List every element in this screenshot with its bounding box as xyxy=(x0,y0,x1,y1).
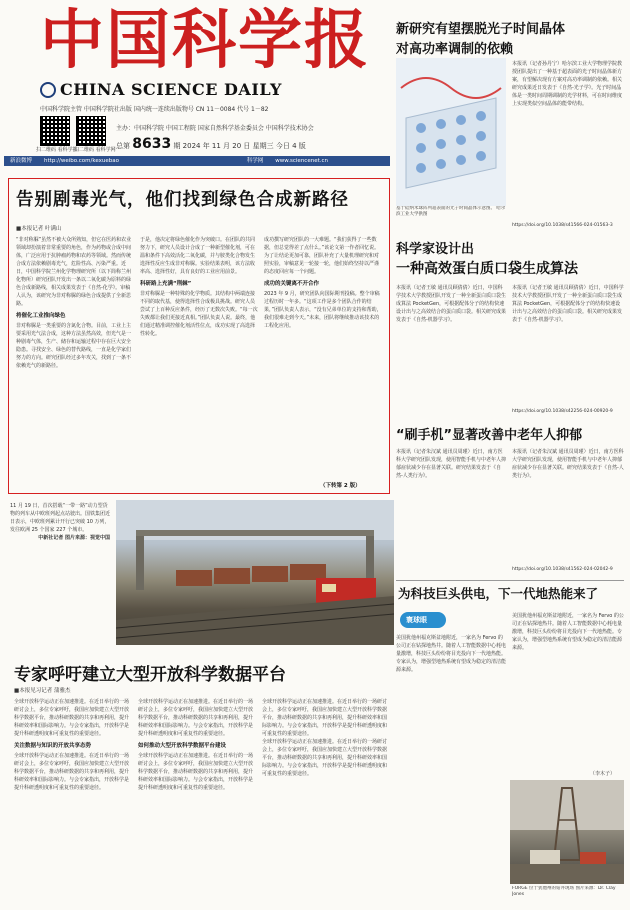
data-platform-byline: ■本报见习记者 蒲雅杰 xyxy=(14,688,71,694)
right-top-caption: 基于硅纳米球阵列超表面的光子时间晶体示意图。 哈尔滨工业大学供图 xyxy=(396,206,506,217)
lead-headline: 告别剧毒光气，他们找到绿色合成新路径 xyxy=(16,190,349,210)
lead-col3-b: 2023 年 9 月，研究团队向国际期刊投稿。整个审稿过程历时一年多。“这项工作是多个团队合作的结果，”团队负责人表示，“没有兄弟单位的支持和帮助，我们很难走到今天。”未来，团队将继续推动该技术的工程化应用。 xyxy=(264,291,382,329)
data-platform-col3: 全球开放科学运动正在加速推进。在近日举行的一场研讨会上，多位专家呼吁，我国应加快建立大型开放科学数据平台，推动科研数据的共享和再利用，提升科研效率和国际影响力。与会专家指出，开放科学是提升科研透明度和可重复性的重要途径。 xyxy=(262,699,388,737)
lead-col3: 成功撰写研究团队的一大难题。“我们获得了一些数据，但总觉得差了点什么。”该论文第一作者回忆说。为了让结论更加可靠，团队补充了大量机理研究和对照实验，审稿意见一轮接一轮，他们始终坚持以严谨的态度回应每一个问题。 xyxy=(264,237,380,275)
drill-site-caption: FORGE 位于犹他州的钻井现场 图片来源：Dr. Clay Jones xyxy=(512,886,616,897)
right-top-doi: https://doi.org/10.1038/s41566-024-01563-3 xyxy=(512,223,613,228)
weibo-link[interactable]: http://weibo.com/kexuebao xyxy=(44,158,120,164)
lead-col2-b: 非对称脲是一种特殊的化学物质。其结构中两端连接不同的取代基，使得选择性合成极具挑战。研究人员尝试了上百种反应条件，经历了无数次失败。“每一次失败都让我们更接近真相。”团队负责人说。最终，他们通过精准调控催化剂活性位点，成功实现了高选择性转化。 xyxy=(140,291,258,337)
lead-subhead: 成功的关键离不开合作 xyxy=(264,281,320,287)
lead-col1: “非对称脲”虽然不被大众所熟知，但它在医药和农业领域却扮演着非常重要的角色，作为药物或合成中间体，广泛应用于抗肿瘤药物和农药等领域。然而传统合成方法依赖剧毒光气，危险性高、污染严重。近日，中国科学院兰州化学物理研究所（以下简称兰州化物所）研究团队开发出一条以二氧化碳为原料的绿色合成新路线，相关成果发表于《自然-化学》。审稿人认为，该研究为非对称脲的绿色合成提供了全新思路。 xyxy=(16,237,132,307)
right-phone-text: 本报讯（记者朱汉斌 通讯员周瑾）近日，南方医科大学研究团队发现，使用智能手机与中老年人抑郁症状减少存在显著关联。研究结果发表于《自然-人类行为》。 xyxy=(396,449,506,479)
right-mid-title-2: 一种高效蛋白质口袋生成算法 xyxy=(396,261,578,277)
right-phone-text-2: 本报讯（记者朱汉斌 通讯员周瑾）近日，南方医科大学研究团队发现，使用智能手机与中老年人抑郁症状减少存在显著关联。研究结果发表于《自然-人类行为》。 xyxy=(512,449,624,479)
masthead-title: 中国科学报 xyxy=(40,3,370,78)
right-top-title-2: 对高功率调制的依赖 xyxy=(396,42,514,57)
right-top-title: 新研究有望摆脱光子时间晶体 xyxy=(396,22,566,37)
right-mid-title: 科学家设计出 xyxy=(396,242,475,257)
qr-code-icon xyxy=(40,116,70,146)
web-bar: 新浪微博 http://weibo.com/kexuebao 科学网 www.sciencenet.cn xyxy=(4,156,390,166)
photo-caption: 11 月 19 日，首次搭载“一带一路”动力型货物的列车从中欧班列起点站驶出。国铁集团近日表示，中欧班列累计开行已突破 10 万列，发往欧洲 25 个国家 227 个城市。 中新社记者 图片来源：视觉中国 xyxy=(10,503,110,541)
lead-col1-b: 非对称脲是一类重要的含氮化合物。目前，工业上主要采用光气法合成，这种方法虽然高效，但光气是一种剧毒气体，生产、储存和运输过程中存在巨大安全隐患。寻找安全、绿色的替代路线，一直是化学家们努力的方向。研究团队经过多年攻关，找到了一条不依赖光气的新路径。 xyxy=(16,323,132,369)
right-top-text: 本报讯（记者孙丹宁）哈尔滨工业大学物理学院教授团队提出了一种基于超表面的光子时间晶体新方案，有望解决现有方案对高功率调制的依赖。相关研究成果近日发表于《自然-光子学》。光子时间晶体是一类时间周期调制的光学材料，可在时间维度上实现类似空间晶体的能带结构。 xyxy=(512,61,623,107)
qr-label: 扫二维码 看科学报 xyxy=(36,147,78,153)
organizer-line: 主办：中国科学院 中国工程院 国家自然科学基金委员会 中国科学技术协会 xyxy=(116,125,314,132)
geothermal-text-2: 美国犹他州福克斯盆地附近，一家名为 Fervo 的公司正在钻探地热井。随着人工智能数据中心耗电量激增，科技巨头纷纷将目光投向下一代地热能。专家认为，增强型地热系统有望成为稳定的清洁能源来源。 xyxy=(512,613,624,651)
geothermal-text: 美国犹他州福克斯盆地附近，一家名为 Fervo 的公司正在钻探地热井。随着人工智能数据中心耗电量激增，科技巨头纷纷将目光投向下一代地热能。专家认为，增强型地热系统有望成为稳定的清洁能源来源。 xyxy=(396,635,506,673)
right-mid-text-2: 本报讯（记者王敏 通讯员顾倩倩）近日，中国科学技术大学教授团队开发了一种全新蛋白质口袋生成算法 PocketGen，可根据配体分子的结构快速设计出与之高效结合的蛋白质口袋。相关研究成果发表于《自然-机器学习》。 xyxy=(512,285,624,323)
data-platform-title: 专家呼吁建立大型开放科学数据平台 xyxy=(14,665,286,685)
qr-code-icon xyxy=(76,116,106,146)
right-mid-text: 本报讯（记者王敏 通讯员顾倩倩）近日，中国科学技术大学教授团队开发了一种全新蛋白质口袋生成算法 PocketGen，可根据配体分子的结构快速设计出与之高效结合的蛋白质口袋。相关研究成果发表于《自然-机器学习》。 xyxy=(396,285,506,323)
data-platform-col1: 全球开放科学运动正在加速推进。在近日举行的一场研讨会上，多位专家呼吁，我国应加快建立大型开放科学数据平台，推动科研数据的共享和再利用，提升科研效率和国际影响力。与会专家指出，开放科学是提升科研透明度和可重复性的重要途径。 xyxy=(14,699,130,737)
issue-info: 总第 8633 期 2024 年 11 月 20 日 星期三 今日 4 版 xyxy=(116,136,306,152)
qr-label: 扫二维码 看科学网 xyxy=(74,147,116,153)
right-phone-doi: https://doi.org/10.1038/s41562-024-02042-9 xyxy=(512,567,613,572)
geothermal-title: 为科技巨头供电，下一代地热能来了 xyxy=(398,586,599,601)
logo-icon xyxy=(40,82,56,98)
lead-col2: 于是，他决定将绿色催化作为突破口。在团队的共同努力下，研究人员设计合成了一种新型催化剂，可在温和条件下高效活化二氧化碳，并与胺类化合物发生选择性反应生成非对称脲。实验结果表明，该方法收率高、选择性好，具有良好的工业应用前景。 xyxy=(140,237,256,275)
metasurface-image xyxy=(396,58,506,206)
train-photo xyxy=(116,500,394,645)
divider xyxy=(396,580,624,581)
lead-byline: ■本报记者 叶满山 xyxy=(16,226,62,232)
masthead-english-title: CHINA SCIENCE DAILY xyxy=(60,80,282,99)
continued-note: （下转第 2 版） xyxy=(320,483,361,489)
section-badge: 寰球眼 xyxy=(400,612,446,628)
sciencenet-link[interactable]: www.sciencenet.cn xyxy=(275,158,328,164)
lead-subhead: 将催化工业推向绿色 xyxy=(16,313,66,319)
right-mid-doi: https://doi.org/10.1038/s42256-024-00920-9 xyxy=(512,409,613,414)
lead-subhead: 科研路上充满“荆棘” xyxy=(140,281,192,287)
data-platform-col2: 全球开放科学运动正在加速推进。在近日举行的一场研讨会上，多位专家呼吁，我国应加快建立大型开放科学数据平台，推动科研数据的共享和再利用，提升科研效率和国际影响力。与会专家指出，开放科学是提升科研透明度和可重复性的重要途径。 xyxy=(138,699,254,737)
right-phone-title: “刷手机”显著改善中老年人抑郁 xyxy=(396,428,583,443)
geothermal-author: （李木子） xyxy=(590,771,616,777)
sponsor-line: 中国科学院主管 中国科学院社出版 国内统一连续出版物号 CN 11－0084 代号 1－82 xyxy=(40,106,269,113)
drill-site-photo xyxy=(510,780,624,884)
issue-number: 8633 xyxy=(132,136,172,152)
data-platform-subhead-2: 如何推动大型开放科学数据平台建设 xyxy=(138,743,227,749)
data-platform-subhead: 关注数据与知识的开放共享态势 xyxy=(14,743,92,749)
